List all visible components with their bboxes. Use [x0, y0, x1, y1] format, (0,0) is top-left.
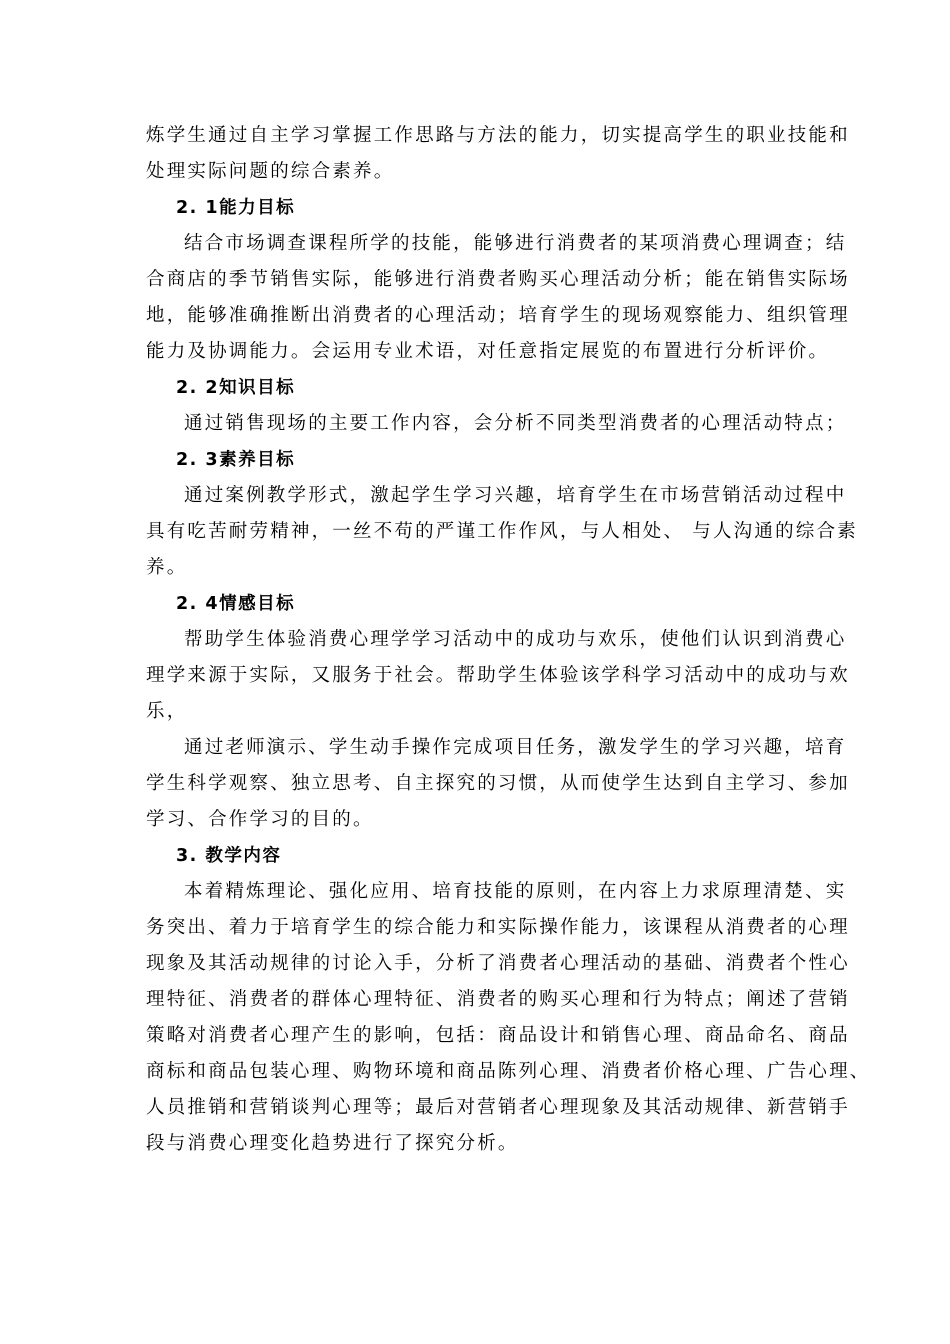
text-line: 能力及协调能力。会运用专业术语，对任意指定展览的布置进行分析评价。	[146, 341, 830, 362]
text-line: 地，能够准确推断出消费者的心理活动；培育学生的现场观察能力、组织管理	[146, 305, 850, 326]
paragraph-ability	[146, 226, 850, 370]
text-line: 务突出、着力于培育学生的综合能力和实际操作能力，该课程从消费者的心理	[146, 917, 850, 938]
section-heading-literacy: 2. 3素养目标	[176, 450, 296, 470]
document-body	[146, 118, 871, 1162]
text-line: 具有吃苦耐劳精神，一丝不苟的严谨工作作风，与人相处、 与人沟通的综合素	[146, 521, 858, 542]
intro-paragraph	[146, 118, 850, 190]
text-line: 人员推销和营销谈判心理等；最后对营销者心理现象及其活动规律、新营销手	[146, 1097, 850, 1118]
section-heading-ability: 2. 1能力目标	[176, 198, 296, 218]
text-line: 策略对消费者心理产生的影响，包括：商品设计和销售心理、商品命名、商品	[146, 1025, 850, 1046]
text-line: 养。	[146, 557, 188, 578]
paragraph-literacy	[146, 478, 858, 586]
paragraph-knowledge	[146, 406, 847, 442]
text-line: 商标和商品包装心理、购物环境和商品陈列心理、消费者价格心理、广告心理、	[146, 1061, 871, 1082]
text-line: 通过老师演示、学生动手操作完成项目任务，激发学生的学习兴趣，培育	[184, 737, 847, 758]
text-line: 理学来源于实际，又服务于社会。帮助学生体验该学科学习活动中的成功与欢	[146, 665, 850, 686]
text-line: 学习、合作学习的目的。	[146, 809, 374, 830]
text-line: 结合市场调查课程所学的技能，能够进行消费者的某项消费心理调查；结	[184, 233, 847, 254]
text-line: 帮助学生体验消费心理学学习活动中的成功与欢乐，使他们认识到消费心	[184, 629, 847, 650]
text-line: 理特征、消费者的群体心理特征、消费者的购买心理和行为特点；阐述了营销	[146, 989, 850, 1010]
section-heading-teaching-content: 3. 教学内容	[176, 846, 282, 866]
text-line: 处理实际问题的综合素养。	[146, 161, 395, 182]
text-line: 合商店的季节销售实际，能够进行消费者购买心理活动分析；能在销售实际场	[146, 269, 850, 290]
text-line: 段与消费心理变化趋势进行了探究分析。	[146, 1133, 519, 1154]
text-line: 学生科学观察、独立思考、自主探究的习惯，从而使学生达到自主学习、参加	[146, 773, 850, 794]
text-line: 通过销售现场的主要工作内容，会分析不同类型消费者的心理活动特点；	[184, 413, 847, 434]
paragraph-emotion-1	[146, 622, 850, 730]
paragraph-teaching-content	[146, 874, 871, 1162]
text-line: 现象及其活动规律的讨论入手，分析了消费者心理活动的基础、消费者个性心	[146, 953, 850, 974]
text-line: 本着精炼理论、强化应用、培育技能的原则，在内容上力求原理清楚、实	[184, 881, 847, 902]
text-line: 乐，	[146, 701, 188, 722]
text-line: 通过案例教学形式，激起学生学习兴趣，培育学生在市场营销活动过程中	[184, 485, 847, 506]
text-line: 炼学生通过自主学习掌握工作思路与方法的能力，切实提高学生的职业技能和	[146, 125, 850, 146]
section-heading-knowledge: 2. 2知识目标	[176, 378, 296, 398]
section-heading-emotion: 2. 4情感目标	[176, 594, 296, 614]
paragraph-emotion-2	[146, 730, 850, 838]
